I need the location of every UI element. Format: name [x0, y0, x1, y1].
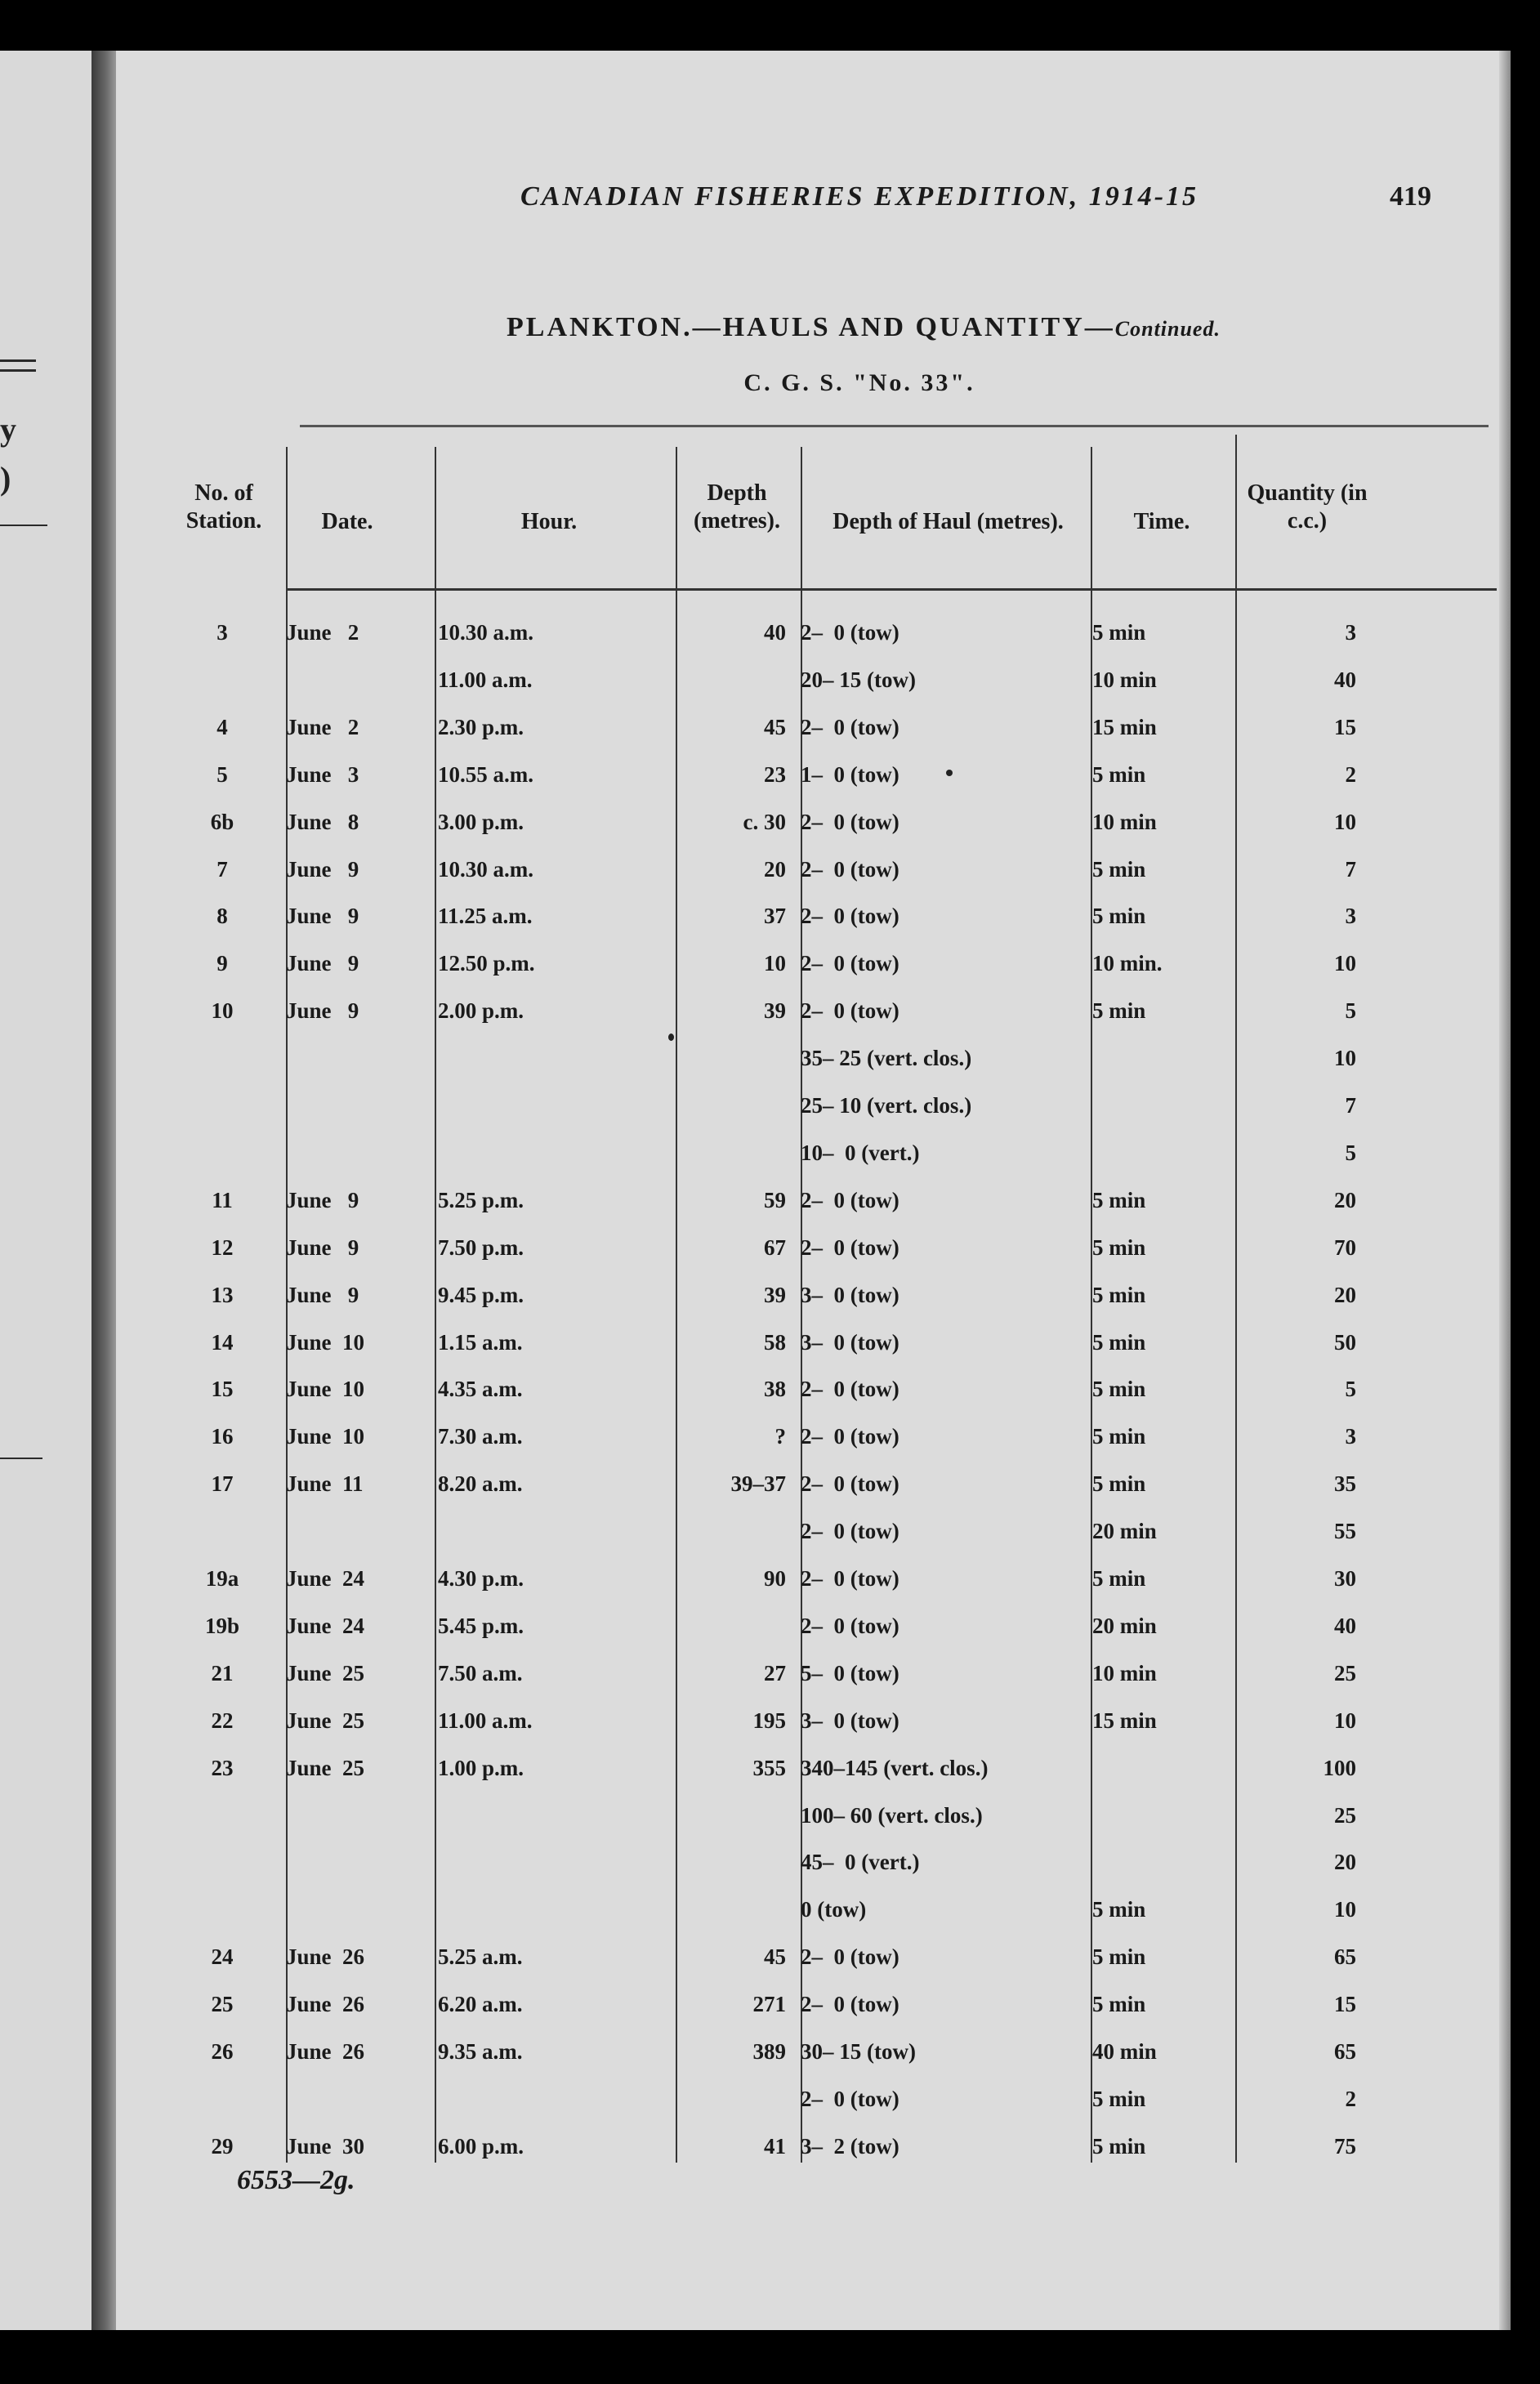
table-title: [394, 312, 1333, 343]
station-cell: 10: [211, 998, 234, 1024]
quantity-cell: 15: [1334, 1992, 1356, 2017]
depth-cell: 67: [764, 1234, 786, 1260]
station-cell: 11: [212, 1187, 233, 1212]
quantity-cell: 20: [1334, 1187, 1356, 1212]
table-row: [116, 1085, 1499, 1126]
station-cell: 4: [216, 714, 228, 739]
quantity-cell: 5: [1345, 1140, 1356, 1165]
table-row: [116, 1227, 1499, 1268]
time-cell: 5 min: [1092, 2086, 1146, 2111]
quantity-cell: 25: [1334, 1802, 1356, 1828]
table-row: [116, 801, 1499, 842]
time-cell: 5 min: [1092, 904, 1146, 929]
station-cell: 19a: [205, 1566, 239, 1591]
table-row: [116, 1368, 1499, 1409]
ink-speck: [946, 770, 953, 776]
haul-depth-cell: 3– 0 (tow): [801, 1282, 899, 1307]
station-cell: 8: [216, 904, 228, 929]
document-page: [116, 51, 1499, 2330]
table-row: [116, 1322, 1499, 1363]
time-cell: 5 min: [1092, 1234, 1146, 1260]
table-row: [116, 707, 1499, 748]
date-cell: June 30: [286, 2133, 365, 2159]
date-cell: June 11: [286, 1471, 364, 1497]
haul-depth-cell: 2– 0 (tow): [801, 2086, 899, 2111]
quantity-cell: 7: [1345, 856, 1356, 882]
table-row: [116, 943, 1499, 984]
station-cell: 14: [211, 1329, 234, 1355]
table-row: [116, 1605, 1499, 1646]
depth-cell: 389: [752, 2039, 786, 2064]
station-cell: 12: [211, 1234, 234, 1260]
top-rule: [300, 425, 1489, 427]
table-row: [116, 1653, 1499, 1694]
date-cell: June 9: [286, 904, 359, 929]
signature-code: 6553—2g.: [237, 2165, 355, 2195]
date-cell: June 9: [286, 1234, 359, 1260]
date-cell: June 10: [286, 1329, 365, 1355]
date-cell: June 25: [286, 1660, 365, 1685]
station-cell: 5: [216, 761, 228, 787]
haul-depth-cell: 2– 0 (tow): [801, 714, 899, 739]
quantity-cell: 50: [1334, 1329, 1356, 1355]
table-row: [116, 754, 1499, 795]
hour-cell: 1.15 a.m.: [438, 1329, 523, 1355]
haul-depth-cell: 2– 0 (tow): [801, 904, 899, 929]
date-cell: June 24: [286, 1566, 365, 1591]
hour-cell: 4.30 p.m.: [438, 1566, 524, 1591]
depth-cell: 45: [764, 1944, 786, 1970]
time-cell: 10 min: [1092, 809, 1157, 834]
haul-depth-cell: 0 (tow): [801, 1897, 867, 1922]
hour-cell: 6.00 p.m.: [438, 2133, 524, 2159]
time-cell: 5 min: [1092, 1377, 1146, 1402]
haul-depth-cell: 5– 0 (tow): [801, 1660, 899, 1685]
hour-cell: 9.35 a.m.: [438, 2039, 523, 2064]
hour-cell: 5.45 p.m.: [438, 1613, 524, 1638]
depth-cell: 195: [752, 1708, 786, 1733]
table-row: [116, 849, 1499, 890]
haul-depth-cell: 2– 0 (tow): [801, 1944, 899, 1970]
table-row: [116, 1842, 1499, 1882]
time-cell: 15 min: [1092, 714, 1157, 739]
quantity-cell: 2: [1345, 761, 1356, 787]
quantity-cell: 65: [1334, 2039, 1356, 2064]
haul-depth-cell: 10– 0 (vert.): [801, 1140, 920, 1165]
haul-depth-cell: 2– 0 (tow): [801, 998, 899, 1024]
time-cell: 5 min: [1092, 1424, 1146, 1449]
ink-speck: [668, 1034, 674, 1041]
header-rule: [288, 588, 1497, 591]
quantity-cell: 100: [1323, 1755, 1356, 1780]
depth-cell: 90: [764, 1566, 786, 1591]
time-cell: 10 min: [1092, 667, 1157, 692]
station-cell: 6b: [210, 809, 234, 834]
time-cell: 5 min: [1092, 1187, 1146, 1212]
adjacent-page-edge: [0, 51, 92, 2330]
date-cell: June 26: [286, 2039, 365, 2064]
hour-cell: 11.25 a.m.: [438, 904, 533, 929]
hour-cell: 12.50 p.m.: [438, 951, 535, 976]
col-header-hour: Hour.: [520, 509, 578, 534]
adjacent-page-glyph-y: y: [0, 411, 16, 448]
quantity-cell: 30: [1334, 1566, 1356, 1591]
table-row: [116, 1558, 1499, 1599]
haul-depth-cell: 2– 0 (tow): [801, 1187, 899, 1212]
haul-depth-cell: 2– 0 (tow): [801, 1566, 899, 1591]
table-row: [116, 1132, 1499, 1173]
hour-cell: 4.35 a.m.: [438, 1377, 523, 1402]
table-row: [116, 1700, 1499, 1741]
quantity-cell: 10: [1334, 809, 1356, 834]
depth-cell: 39: [764, 1282, 786, 1307]
quantity-cell: 3: [1345, 1424, 1356, 1449]
table-row: [116, 2031, 1499, 2072]
hour-cell: 5.25 p.m.: [438, 1187, 524, 1212]
running-title: CANADIAN FISHERIES EXPEDITION, 1914-15: [520, 181, 1199, 212]
haul-depth-cell: 2– 0 (tow): [801, 620, 899, 645]
time-cell: 5 min: [1092, 856, 1146, 882]
date-cell: June 25: [286, 1755, 365, 1780]
table-row: [116, 659, 1499, 700]
haul-depth-cell: 2– 0 (tow): [801, 1424, 899, 1449]
station-cell: 24: [211, 1944, 234, 1970]
haul-depth-cell: 2– 0 (tow): [801, 1519, 899, 1544]
haul-depth-cell: 45– 0 (vert.): [801, 1850, 920, 1875]
depth-cell: 59: [764, 1187, 786, 1212]
hour-cell: 2.30 p.m.: [438, 714, 524, 739]
time-cell: 5 min: [1092, 1329, 1146, 1355]
hour-cell: 8.20 a.m.: [438, 1471, 523, 1497]
station-cell: 26: [211, 2039, 234, 2064]
depth-cell: 41: [764, 2133, 786, 2159]
quantity-cell: 70: [1334, 1234, 1356, 1260]
hour-cell: 10.30 a.m.: [438, 620, 533, 645]
table-row: [116, 1984, 1499, 2025]
date-cell: June 10: [286, 1377, 365, 1402]
quantity-cell: 40: [1334, 667, 1356, 692]
quantity-cell: 5: [1345, 998, 1356, 1024]
col-header-date: Date.: [321, 509, 373, 534]
depth-cell: 10: [764, 951, 786, 976]
table-row: [116, 1038, 1499, 1078]
time-cell: 5 min: [1092, 620, 1146, 645]
time-cell: 40 min: [1092, 2039, 1157, 2064]
table-row: [116, 1936, 1499, 1977]
haul-depth-cell: 2– 0 (tow): [801, 809, 899, 834]
col-header-depth: Depth (metres).: [694, 480, 780, 533]
table-row: [116, 1416, 1499, 1457]
depth-cell: ?: [774, 1424, 786, 1449]
time-cell: 10 min: [1092, 1660, 1157, 1685]
date-cell: June 9: [286, 951, 359, 976]
haul-depth-cell: 25– 10 (vert. clos.): [801, 1093, 972, 1118]
table-row: [116, 1748, 1499, 1788]
col-header-quantity: Quantity (in c.c.): [1247, 480, 1368, 533]
time-cell: 5 min: [1092, 1471, 1146, 1497]
time-cell: 10 min.: [1092, 951, 1163, 976]
hour-cell: 7.50 p.m.: [438, 1234, 524, 1260]
station-cell: 15: [211, 1377, 234, 1402]
hour-cell: 10.30 a.m.: [438, 856, 533, 882]
time-cell: 5 min: [1092, 1992, 1146, 2017]
page-edge-shadow: [1499, 51, 1511, 2330]
haul-depth-cell: 2– 0 (tow): [801, 1613, 899, 1638]
hour-cell: 3.00 p.m.: [438, 809, 524, 834]
date-cell: June 3: [286, 761, 359, 787]
haul-depth-cell: 30– 15 (tow): [801, 2039, 916, 2064]
depth-cell: 271: [752, 1992, 786, 2017]
date-cell: June 9: [286, 1282, 359, 1307]
quantity-cell: 7: [1345, 1093, 1356, 1118]
station-cell: 29: [211, 2133, 234, 2159]
col-header-haul: Depth of Haul (metres).: [832, 509, 1064, 534]
table-row: [116, 990, 1499, 1031]
date-cell: June 2: [286, 620, 359, 645]
time-cell: 5 min: [1092, 1566, 1146, 1591]
quantity-cell: 5: [1345, 1377, 1356, 1402]
quantity-cell: 20: [1334, 1282, 1356, 1307]
table-row: [116, 1889, 1499, 1930]
station-cell: 23: [211, 1755, 234, 1780]
quantity-cell: 55: [1334, 1519, 1356, 1544]
date-cell: June 25: [286, 1708, 365, 1733]
depth-cell: 40: [764, 620, 786, 645]
time-cell: 5 min: [1092, 1944, 1146, 1970]
haul-depth-cell: 2– 0 (tow): [801, 1471, 899, 1497]
station-cell: 19b: [204, 1613, 240, 1638]
quantity-cell: 20: [1334, 1850, 1356, 1875]
hour-cell: 10.55 a.m.: [438, 761, 533, 787]
quantity-cell: 10: [1334, 1897, 1356, 1922]
depth-cell: c. 30: [743, 809, 786, 834]
station-cell: 22: [211, 1708, 234, 1733]
hour-cell: 1.00 p.m.: [438, 1755, 524, 1780]
haul-depth-cell: 2– 0 (tow): [801, 1234, 899, 1260]
station-cell: 13: [211, 1282, 234, 1307]
quantity-cell: 3: [1345, 620, 1356, 645]
hour-cell: 2.00 p.m.: [438, 998, 524, 1024]
station-cell: 21: [211, 1660, 234, 1685]
hour-cell: 11.00 a.m.: [438, 667, 533, 692]
table-row: [116, 612, 1499, 653]
depth-cell: 38: [764, 1377, 786, 1402]
station-cell: 3: [216, 620, 228, 645]
table-row: [116, 2126, 1499, 2167]
quantity-cell: 10: [1334, 1708, 1356, 1733]
time-cell: 5 min: [1092, 998, 1146, 1024]
hour-cell: 5.25 a.m.: [438, 1944, 523, 1970]
date-cell: June 8: [286, 809, 359, 834]
time-cell: 5 min: [1092, 1282, 1146, 1307]
col-header-time: Time.: [1133, 509, 1190, 534]
haul-depth-cell: 3– 0 (tow): [801, 1708, 899, 1733]
date-cell: June 9: [286, 1187, 359, 1212]
binding-gutter: [92, 51, 116, 2330]
quantity-cell: 25: [1334, 1660, 1356, 1685]
table-row: [116, 895, 1499, 936]
time-cell: 15 min: [1092, 1708, 1157, 1733]
hour-cell: 7.50 a.m.: [438, 1660, 523, 1685]
haul-depth-cell: 2– 0 (tow): [801, 951, 899, 976]
table-row: [116, 1180, 1499, 1221]
quantity-cell: 2: [1345, 2086, 1356, 2111]
table-row: [116, 1275, 1499, 1315]
haul-depth-cell: 1– 0 (tow): [801, 761, 899, 787]
hour-cell: 6.20 a.m.: [438, 1992, 523, 2017]
hour-cell: 11.00 a.m.: [438, 1708, 533, 1733]
date-cell: June 26: [286, 1944, 365, 1970]
date-cell: June 9: [286, 856, 359, 882]
adjacent-page-glyph-paren: ): [0, 460, 11, 497]
quantity-cell: 10: [1334, 951, 1356, 976]
station-cell: 25: [211, 1992, 234, 2017]
table-title-text: PLANKTON.—HAULS AND QUANTITY—: [507, 312, 1115, 342]
haul-depth-cell: 100– 60 (vert. clos.): [801, 1802, 983, 1828]
date-cell: June 9: [286, 998, 359, 1024]
haul-depth-cell: 2– 0 (tow): [801, 856, 899, 882]
time-cell: 20 min: [1092, 1613, 1157, 1638]
quantity-cell: 75: [1334, 2133, 1356, 2159]
depth-cell: 39–37: [730, 1471, 786, 1497]
time-cell: 5 min: [1092, 2133, 1146, 2159]
hour-cell: 7.30 a.m.: [438, 1424, 523, 1449]
haul-depth-cell: 2– 0 (tow): [801, 1377, 899, 1402]
quantity-cell: 15: [1334, 714, 1356, 739]
station-cell: 7: [216, 856, 228, 882]
time-cell: 5 min: [1092, 761, 1146, 787]
date-cell: June 2: [286, 714, 359, 739]
station-cell: 17: [211, 1471, 234, 1497]
haul-depth-cell: 2– 0 (tow): [801, 1992, 899, 2017]
depth-cell: 37: [764, 904, 786, 929]
station-cell: 9: [216, 951, 228, 976]
date-cell: June 24: [286, 1613, 365, 1638]
haul-depth-cell: 35– 25 (vert. clos.): [801, 1046, 972, 1071]
haul-depth-cell: 20– 15 (tow): [801, 667, 916, 692]
depth-cell: 23: [764, 761, 786, 787]
depth-cell: 58: [764, 1329, 786, 1355]
quantity-cell: 40: [1334, 1613, 1356, 1638]
haul-depth-cell: 3– 2 (tow): [801, 2133, 899, 2159]
time-cell: 5 min: [1092, 1897, 1146, 1922]
hour-cell: 9.45 p.m.: [438, 1282, 524, 1307]
quantity-cell: 65: [1334, 1944, 1356, 1970]
date-cell: June 10: [286, 1424, 365, 1449]
table-row: [116, 1511, 1499, 1551]
time-cell: 20 min: [1092, 1519, 1157, 1544]
table-row: [116, 2078, 1499, 2119]
table-row: [116, 1795, 1499, 1836]
date-cell: June 26: [286, 1992, 365, 2017]
ship-name: C. G. S. "No. 33".: [743, 369, 975, 396]
table-row: [116, 1463, 1499, 1504]
page-number: 419: [1390, 181, 1431, 212]
depth-cell: 39: [764, 998, 786, 1024]
haul-depth-cell: 340–145 (vert. clos.): [801, 1755, 989, 1780]
depth-cell: 27: [764, 1660, 786, 1685]
quantity-cell: 10: [1334, 1046, 1356, 1071]
col-header-station: No. of Station.: [185, 480, 262, 533]
quantity-cell: 35: [1334, 1471, 1356, 1497]
depth-cell: 355: [752, 1755, 786, 1780]
quantity-cell: 3: [1345, 904, 1356, 929]
haul-depth-cell: 3– 0 (tow): [801, 1329, 899, 1355]
station-cell: 16: [211, 1424, 234, 1449]
continued-label: Continued.: [1114, 317, 1221, 341]
depth-cell: 45: [764, 714, 786, 739]
depth-cell: 20: [764, 856, 786, 882]
